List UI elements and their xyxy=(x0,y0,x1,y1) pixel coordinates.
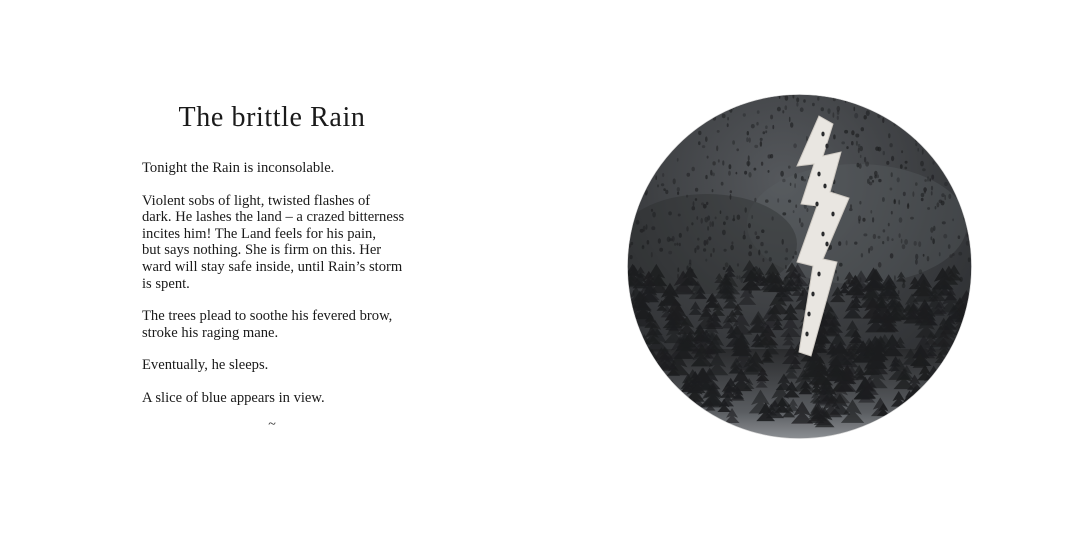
poem-paragraph: Eventually, he sleeps. xyxy=(142,357,269,374)
poem-column xyxy=(142,100,407,433)
illustration-canvas xyxy=(627,94,972,439)
poem-paragraph: Violent sobs of light, twisted flashes of dark. He lashes the land – a crazed bitterness incites him! The Land feels for his pain, but says nothing. She is firm on this. Her ward will stay safe inside, until Rain’s storm is spent. xyxy=(142,192,405,292)
poem-title: The brittle Rain xyxy=(178,102,366,133)
end-mark: ~ xyxy=(268,416,276,432)
poem-paragraph: Tonight the Rain is inconsolable. xyxy=(142,160,335,176)
poem-paragraph: A slice of blue appears in view. xyxy=(142,389,325,406)
poem-paragraph: The trees plead to soothe his fevered brow, stroke his raging mane. xyxy=(142,308,393,341)
lightning-illustration xyxy=(627,94,972,439)
illustration-disc xyxy=(627,94,972,439)
